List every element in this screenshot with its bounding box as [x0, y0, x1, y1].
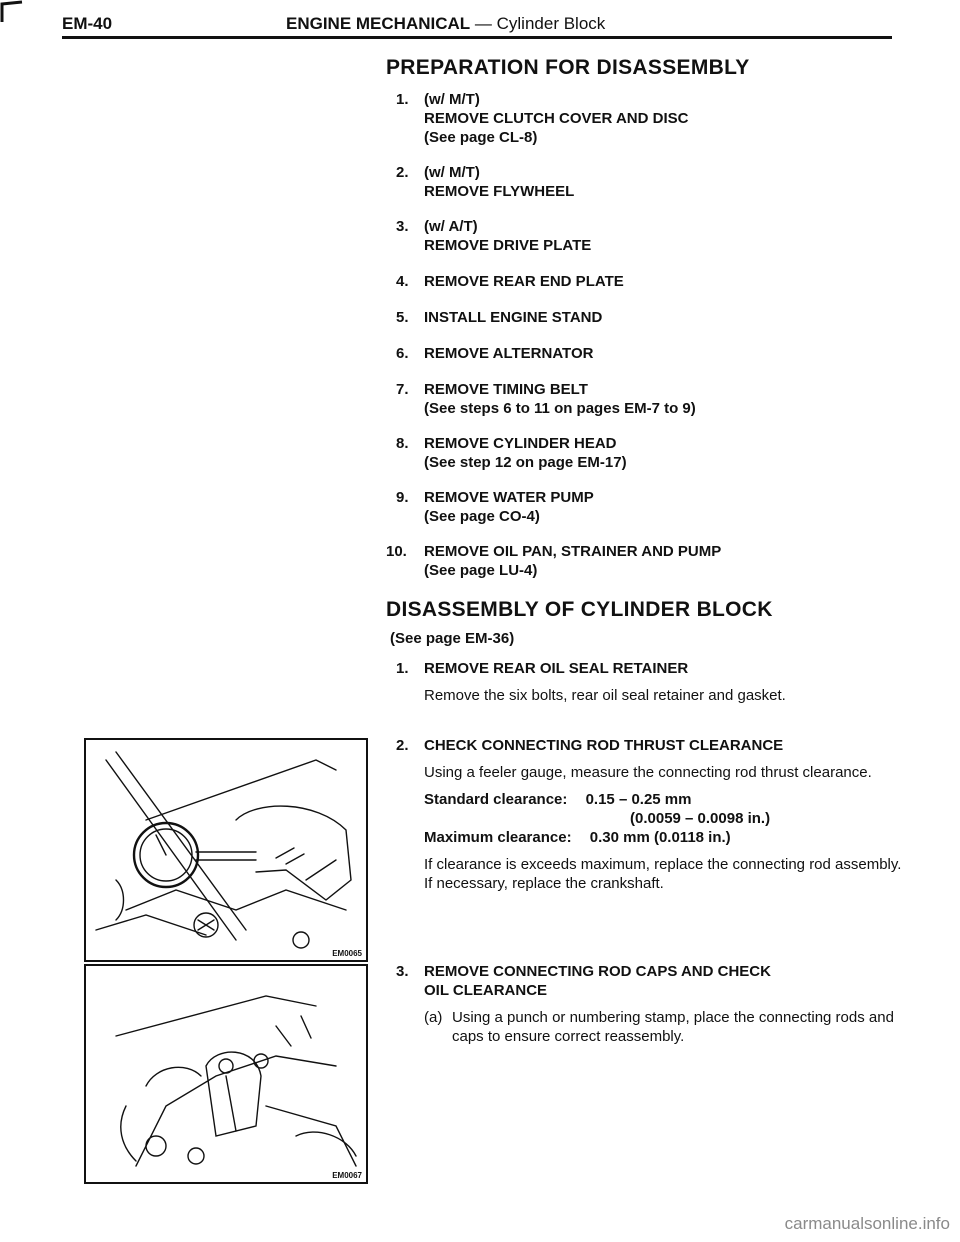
- maximum-clearance-row: [424, 828, 906, 847]
- step-line: INSTALL ENGINE STAND: [424, 309, 603, 326]
- step-heading: CHECK CONNECTING ROD THRUST CLEARANCE: [424, 737, 784, 754]
- step-line: REMOVE ALTERNATOR: [424, 345, 594, 362]
- prep-step-4: [386, 272, 906, 291]
- prep-step-6: [386, 344, 906, 363]
- step-note: If clearance is exceeds maximum, replace the connecting rod assembly. If necessary, replace the crankshaft.: [424, 856, 902, 892]
- running-title-sub: Cylinder Block: [496, 14, 606, 33]
- prep-step-3: [386, 217, 906, 255]
- dial-gauge-illustration: [86, 740, 366, 960]
- prep-step-10: [386, 542, 906, 580]
- disassembly-title: DISASSEMBLY OF CYLINDER BLOCK: [386, 598, 773, 621]
- step-ref: (See steps 6 to 11 on pages EM-7 to 9): [424, 400, 696, 417]
- step-ref: (See page LU-4): [424, 562, 538, 579]
- substep-label: (a): [424, 1009, 443, 1026]
- step-text: Using a feeler gauge, measure the connecting rod thrust clearance.: [424, 764, 872, 781]
- step-number: 6.: [396, 345, 409, 362]
- preparation-title: PREPARATION FOR DISASSEMBLY: [386, 56, 750, 79]
- clearance-spec: [424, 790, 906, 847]
- prep-step-7: [386, 380, 906, 418]
- prep-step-5: [386, 308, 906, 327]
- step-heading: REMOVE CONNECTING ROD CAPS AND CHECK: [424, 963, 771, 980]
- step-ref: (See step 12 on page EM-17): [424, 454, 627, 471]
- corner-mark: [0, 0, 24, 24]
- maximum-clearance-label: Maximum clearance:: [424, 829, 572, 846]
- standard-clearance-row: [424, 790, 906, 809]
- step-number: 1.: [396, 91, 409, 108]
- step-line: REMOVE DRIVE PLATE: [424, 237, 592, 254]
- step-line: REMOVE CLUTCH COVER AND DISC: [424, 110, 689, 127]
- standard-clearance-label: Standard clearance:: [424, 791, 568, 808]
- step-ref: (See page CO-4): [424, 508, 540, 525]
- step-number: 8.: [396, 435, 409, 452]
- watermark: carmanualsonline.info: [784, 1214, 950, 1233]
- running-title-separator: —: [470, 14, 497, 33]
- step-line: REMOVE OIL PAN, STRAINER AND PUMP: [424, 543, 722, 560]
- step-number: 3.: [396, 218, 409, 235]
- step-number: 7.: [396, 381, 409, 398]
- prep-step-8: [386, 434, 906, 472]
- page-header: [62, 14, 892, 38]
- step-line: (w/ M/T): [424, 164, 480, 181]
- step-number: 1.: [396, 660, 409, 677]
- running-title: [286, 14, 605, 34]
- step-number: 2.: [396, 164, 409, 181]
- step-text: Remove the six bolts, rear oil seal retainer and gasket.: [424, 687, 786, 704]
- figure-dial-gauge: [84, 738, 368, 962]
- prep-step-1: [386, 90, 906, 147]
- standard-clearance-value: 0.15 – 0.25 mm: [585, 791, 692, 808]
- step-number: 9.: [396, 489, 409, 506]
- step-line: (w/ M/T): [424, 91, 480, 108]
- prep-step-2: [386, 163, 906, 201]
- step-number: 5.: [396, 309, 409, 326]
- dis-step-1: [386, 659, 906, 705]
- step-line: REMOVE REAR END PLATE: [424, 273, 624, 290]
- substep-a: [424, 1008, 906, 1046]
- step-line: REMOVE TIMING BELT: [424, 381, 588, 398]
- prep-step-9: [386, 488, 906, 526]
- step-number: 2.: [396, 737, 409, 754]
- figure-code: EM0067: [332, 1171, 362, 1180]
- figure-code: EM0065: [332, 949, 362, 958]
- step-heading: OIL CLEARANCE: [424, 982, 548, 999]
- step-line: REMOVE FLYWHEEL: [424, 183, 575, 200]
- header-rule: [62, 36, 892, 39]
- step-number: 4.: [396, 273, 409, 290]
- rod-caps-illustration: [86, 966, 366, 1182]
- step-ref: (See page CL-8): [424, 129, 538, 146]
- page-number: EM-40: [62, 14, 113, 33]
- step-number: 10.: [386, 543, 407, 560]
- step-line: REMOVE WATER PUMP: [424, 489, 594, 506]
- step-line: REMOVE CYLINDER HEAD: [424, 435, 617, 452]
- running-title-main: ENGINE MECHANICAL: [286, 14, 471, 33]
- dis-step-2: [386, 736, 906, 893]
- substep-text: Using a punch or numbering stamp, place the connecting rods and caps to ensure correct reassembly.: [452, 1009, 894, 1045]
- step-number: 3.: [396, 963, 409, 980]
- dis-step-3: [386, 962, 906, 1046]
- preparation-section: [386, 56, 906, 705]
- figure-rod-caps: [84, 964, 368, 1184]
- step-heading: REMOVE REAR OIL SEAL RETAINER: [424, 660, 689, 677]
- maximum-clearance-value: 0.30 mm (0.0118 in.): [589, 829, 731, 846]
- step-line: (w/ A/T): [424, 218, 478, 235]
- disassembly-ref: (See page EM-36): [390, 630, 515, 647]
- preparation-steps: [386, 90, 906, 580]
- standard-clearance-inch: (0.0059 – 0.0098 in.): [630, 810, 771, 827]
